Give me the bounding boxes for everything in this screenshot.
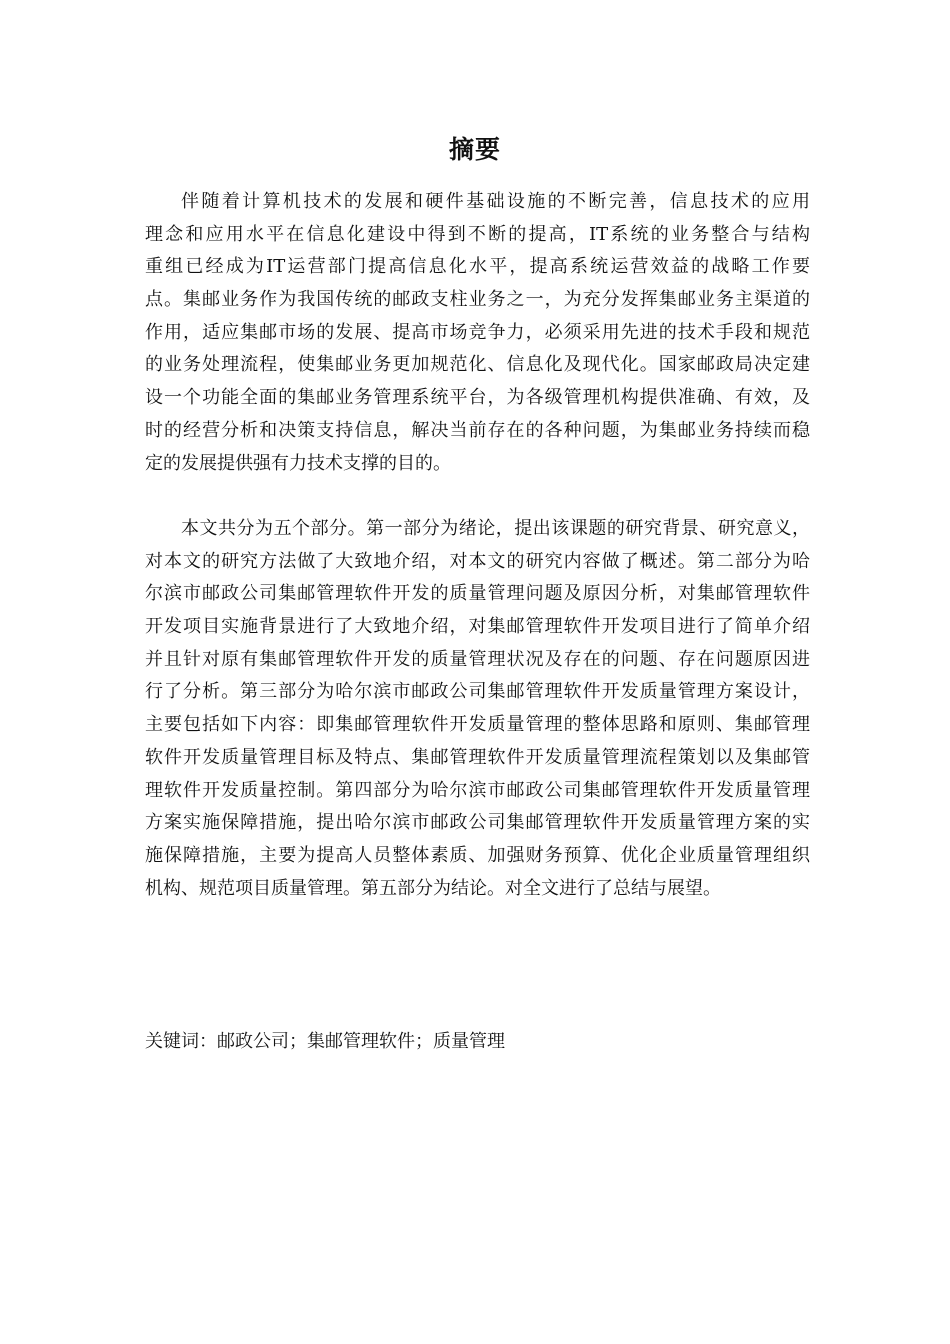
paragraph-line: 机构、规范项目质量管理。第五部分为结论。对全文进行了总结与展望。	[145, 877, 721, 899]
paragraph-line: 理软件开发质量控制。第四部分为哈尔滨市邮政公司集邮管理软件开发质量管理	[145, 779, 810, 801]
paragraph-line: 点。集邮业务作为我国传统的邮政支柱业务之一，为充分发挥集邮业务主渠道的	[145, 289, 810, 311]
paragraph-line: 重组已经成为IT运营部门提高信息化水平，提高系统运营效益的战略工作要	[145, 256, 810, 278]
abstract-title: 摘要	[448, 135, 501, 164]
paragraph-line: 伴随着计算机技术的发展和硬件基础设施的不断完善，信息技术的应用	[181, 191, 810, 212]
paragraph-line: 定的发展提供强有力技术支撑的目的。	[145, 452, 451, 474]
paragraph-line: 作用，适应集邮市场的发展、提高市场竞争力，必须采用先进的技术手段和规范	[145, 321, 810, 343]
paragraph-line: 本文共分为五个部分。第一部分为绪论，提出该课题的研究背景、研究意义，	[181, 518, 810, 539]
paragraph-line: 设一个功能全面的集邮业务管理系统平台，为各级管理机构提供准确、有效，及	[145, 387, 810, 409]
paragraph-line: 开发项目实施背景进行了大致地介绍，对集邮管理软件开发项目进行了简单介绍	[145, 616, 810, 638]
paragraph-line: 尔滨市邮政公司集邮管理软件开发的质量管理问题及原因分析，对集邮管理软件	[145, 583, 810, 605]
keywords-line: 关键词：邮政公司；集邮管理软件；质量管理	[145, 1031, 505, 1052]
paragraph-line: 施保障措施，主要为提高人员整体素质、加强财务预算、优化企业质量管理组织	[145, 844, 810, 866]
paragraph-line: 行了分析。第三部分为哈尔滨市邮政公司集邮管理软件开发质量管理方案设计，	[145, 681, 810, 703]
paragraph-line: 方案实施保障措施，提出哈尔滨市邮政公司集邮管理软件开发质量管理方案的实	[145, 812, 810, 834]
abstract-paragraph-1	[145, 186, 810, 480]
abstract-paragraph-2	[145, 513, 810, 905]
paragraph-line: 软件开发质量管理目标及特点、集邮管理软件开发质量管理流程策划以及集邮管	[145, 746, 810, 768]
paragraph-line: 的业务处理流程，使集邮业务更加规范化、信息化及现代化。国家邮政局决定建	[145, 354, 810, 376]
paragraph-line: 并且针对原有集邮管理软件开发的质量管理状况及存在的问题、存在问题原因进	[145, 648, 810, 670]
paragraph-line: 对本文的研究方法做了大致地介绍，对本文的研究内容做了概述。第二部分为哈	[145, 550, 810, 572]
paragraph-line: 时的经营分析和决策支持信息，解决当前存在的各种问题，为集邮业务持续而稳	[145, 419, 810, 441]
paragraph-line: 主要包括如下内容：即集邮管理软件开发质量管理的整体思路和原则、集邮管理	[145, 714, 810, 736]
paragraph-line: 理念和应用水平在信息化建设中得到不断的提高，IT系统的业务整合与结构	[145, 223, 810, 245]
